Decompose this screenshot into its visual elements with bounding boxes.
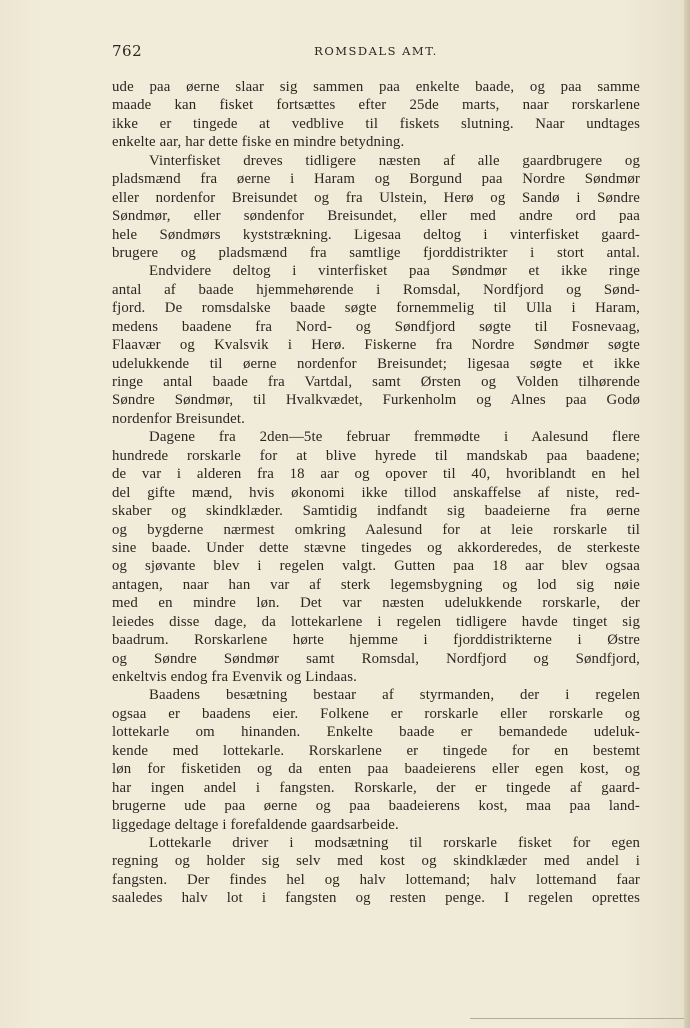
text-line: brugerne ude paa øerne og paa baadeierens kost, maa paa land- bbox=[112, 798, 640, 815]
text-line: ude paa øerne slaar sig sammen paa enkelte baade, og paa samme bbox=[112, 79, 640, 95]
text-line: baadrum. Rorskarlene hørte hjemme i fjorddistrikterne i Østre bbox=[112, 632, 640, 649]
text-line: antagen, naar han var af sterk legemsbygning og lod sig nøie bbox=[112, 576, 640, 593]
text-line: med en mindre løn. Det var næsten udelukkende rorskarle, der bbox=[112, 595, 640, 612]
page-edge bbox=[684, 0, 690, 1028]
text-line: pladsmænd fra øerne i Haram og Borgund paa Nordre Søndmør bbox=[112, 171, 640, 188]
text-line: leiedes disse dage, da lottekarlene i regelen tidligere havde tinget sig bbox=[112, 613, 640, 630]
text-line: medens baadene fra Nord- og Søndfjord søgte til Fosnevaag, bbox=[112, 318, 640, 335]
text-line: og Søndre Søndmør samt Romsdal, Nordfjord og Søndfjord, bbox=[112, 650, 640, 667]
text-line: regning og holder sig selv med kost og skindklæder med andel i bbox=[112, 853, 640, 870]
text-line: skaber og skindklæder. Samtidig indfandt sig baadeierne fra øerne bbox=[112, 503, 640, 520]
text-line: eller nordenfor Breisundet og fra Ulstein, Herø og Sandø i Søndre bbox=[112, 189, 640, 206]
paragraph-start-line: Lottekarle driver i modsætning til rorskarle fisket for egen bbox=[149, 834, 640, 851]
page-number: 762 bbox=[112, 42, 143, 60]
text-line: ogsaa er baadens eier. Folkene er rorskarle eller rorskarle og bbox=[112, 705, 640, 722]
text-line: liggedage deltage i forefaldende gaardsarbeide. bbox=[112, 816, 399, 833]
text-line: del gifte mænd, hvis økonomi ikke tillod anskaffelse af niste, red- bbox=[112, 484, 640, 501]
text-line: og sjøvante blev i regelen valgt. Gutten paa 18 aar blev ogsaa bbox=[112, 558, 640, 575]
text-line: enkelte aar, har dette fiske en mindre betydning. bbox=[112, 134, 405, 151]
text-line: hundrede rorskarle for at blive hyrede til mandskab paa baadene; bbox=[112, 447, 640, 464]
text-line: fangsten. Der findes hel og halv lottemand; halv lottemand faar bbox=[112, 871, 640, 888]
text-line: brugere og pladsmænd fra samtlige fjorddistrikter i stort antal. bbox=[112, 244, 640, 261]
paragraph-start-line: Dagene fra 2den—5te februar fremmødte i Aalesund flere bbox=[149, 429, 640, 446]
text-line: ikke er tingede at vedblive til fiskets slutning. Naar undtages bbox=[112, 115, 640, 132]
text-line: maade kan fisket fortsættes efter 25de marts, naar rorskarlene bbox=[112, 97, 640, 114]
text-line: Søndre Søndmør, til Hvalkvædet, Furkenholm og Alnes paa Godø bbox=[112, 392, 640, 409]
bottom-rule bbox=[470, 1018, 685, 1019]
body-text bbox=[112, 78, 640, 908]
text-line: lottekarle om hinanden. Enkelte baade er bemandede udeluk- bbox=[112, 724, 640, 741]
text-line: fjord. De romsdalske baade søgte fornemmelig til Ulla i Haram, bbox=[112, 300, 640, 317]
running-title: ROMSDALS AMT. bbox=[314, 44, 438, 58]
text-line: hele Søndmørs kyststrækning. Ligesaa deltog i vinterfisket gaard- bbox=[112, 226, 640, 243]
paragraph-start-line: Baadens besætning bestaar af styrmanden, der i regelen bbox=[149, 687, 640, 704]
paragraph-start-line: Vinterfisket dreves tidligere næsten af alle gaardbrugere og bbox=[149, 152, 640, 169]
text-line: løn for fisketiden og da enten paa baadeierens eller egen kost, og bbox=[112, 761, 640, 778]
text-line: nordenfor Breisundet. bbox=[112, 410, 245, 427]
paragraph-start-line: Endvidere deltog i vinterfisket paa Søndmør et ikke ringe bbox=[149, 263, 640, 280]
text-line: ringe antal baade fra Vartdal, samt Ørsten og Volden tilhørende bbox=[112, 374, 640, 390]
text-line: har ingen andel i fangsten. Rorskarle, der er tingede af gaard- bbox=[112, 779, 640, 796]
text-line: kende med lottekarle. Rorskarlene er tingede for en bestemt bbox=[112, 742, 640, 759]
text-line: antal af baade hjemmehørende i Romsdal, Nordfjord og Sønd- bbox=[112, 281, 640, 298]
text-line: og bygderne nærmest omkring Aalesund for at leie rorskarle til bbox=[112, 521, 640, 538]
text-line: Søndmør, eller søndenfor Breisundet, eller med andre ord paa bbox=[112, 208, 640, 225]
page-header bbox=[112, 42, 640, 64]
text-line: udelukkende til øerne nordenfor Breisundet; ligesaa søgte et ikke bbox=[112, 355, 640, 372]
text-line: enkeltvis endog fra Evenvik og Lindaas. bbox=[112, 669, 357, 685]
text-line: saaledes halv lot i fangsten og resten penge. I regelen oprettes bbox=[112, 890, 640, 907]
text-line: Flaavær og Kvalsvik i Herø. Fiskerne fra Nordre Søndmør søgte bbox=[112, 337, 640, 354]
text-line: de var i alderen fra 18 aar og opover til 40, hvoriblandt en hel bbox=[112, 466, 640, 483]
text-line: sine baade. Under dette stævne tingedes og akkorderedes, de sterkeste bbox=[112, 539, 640, 556]
